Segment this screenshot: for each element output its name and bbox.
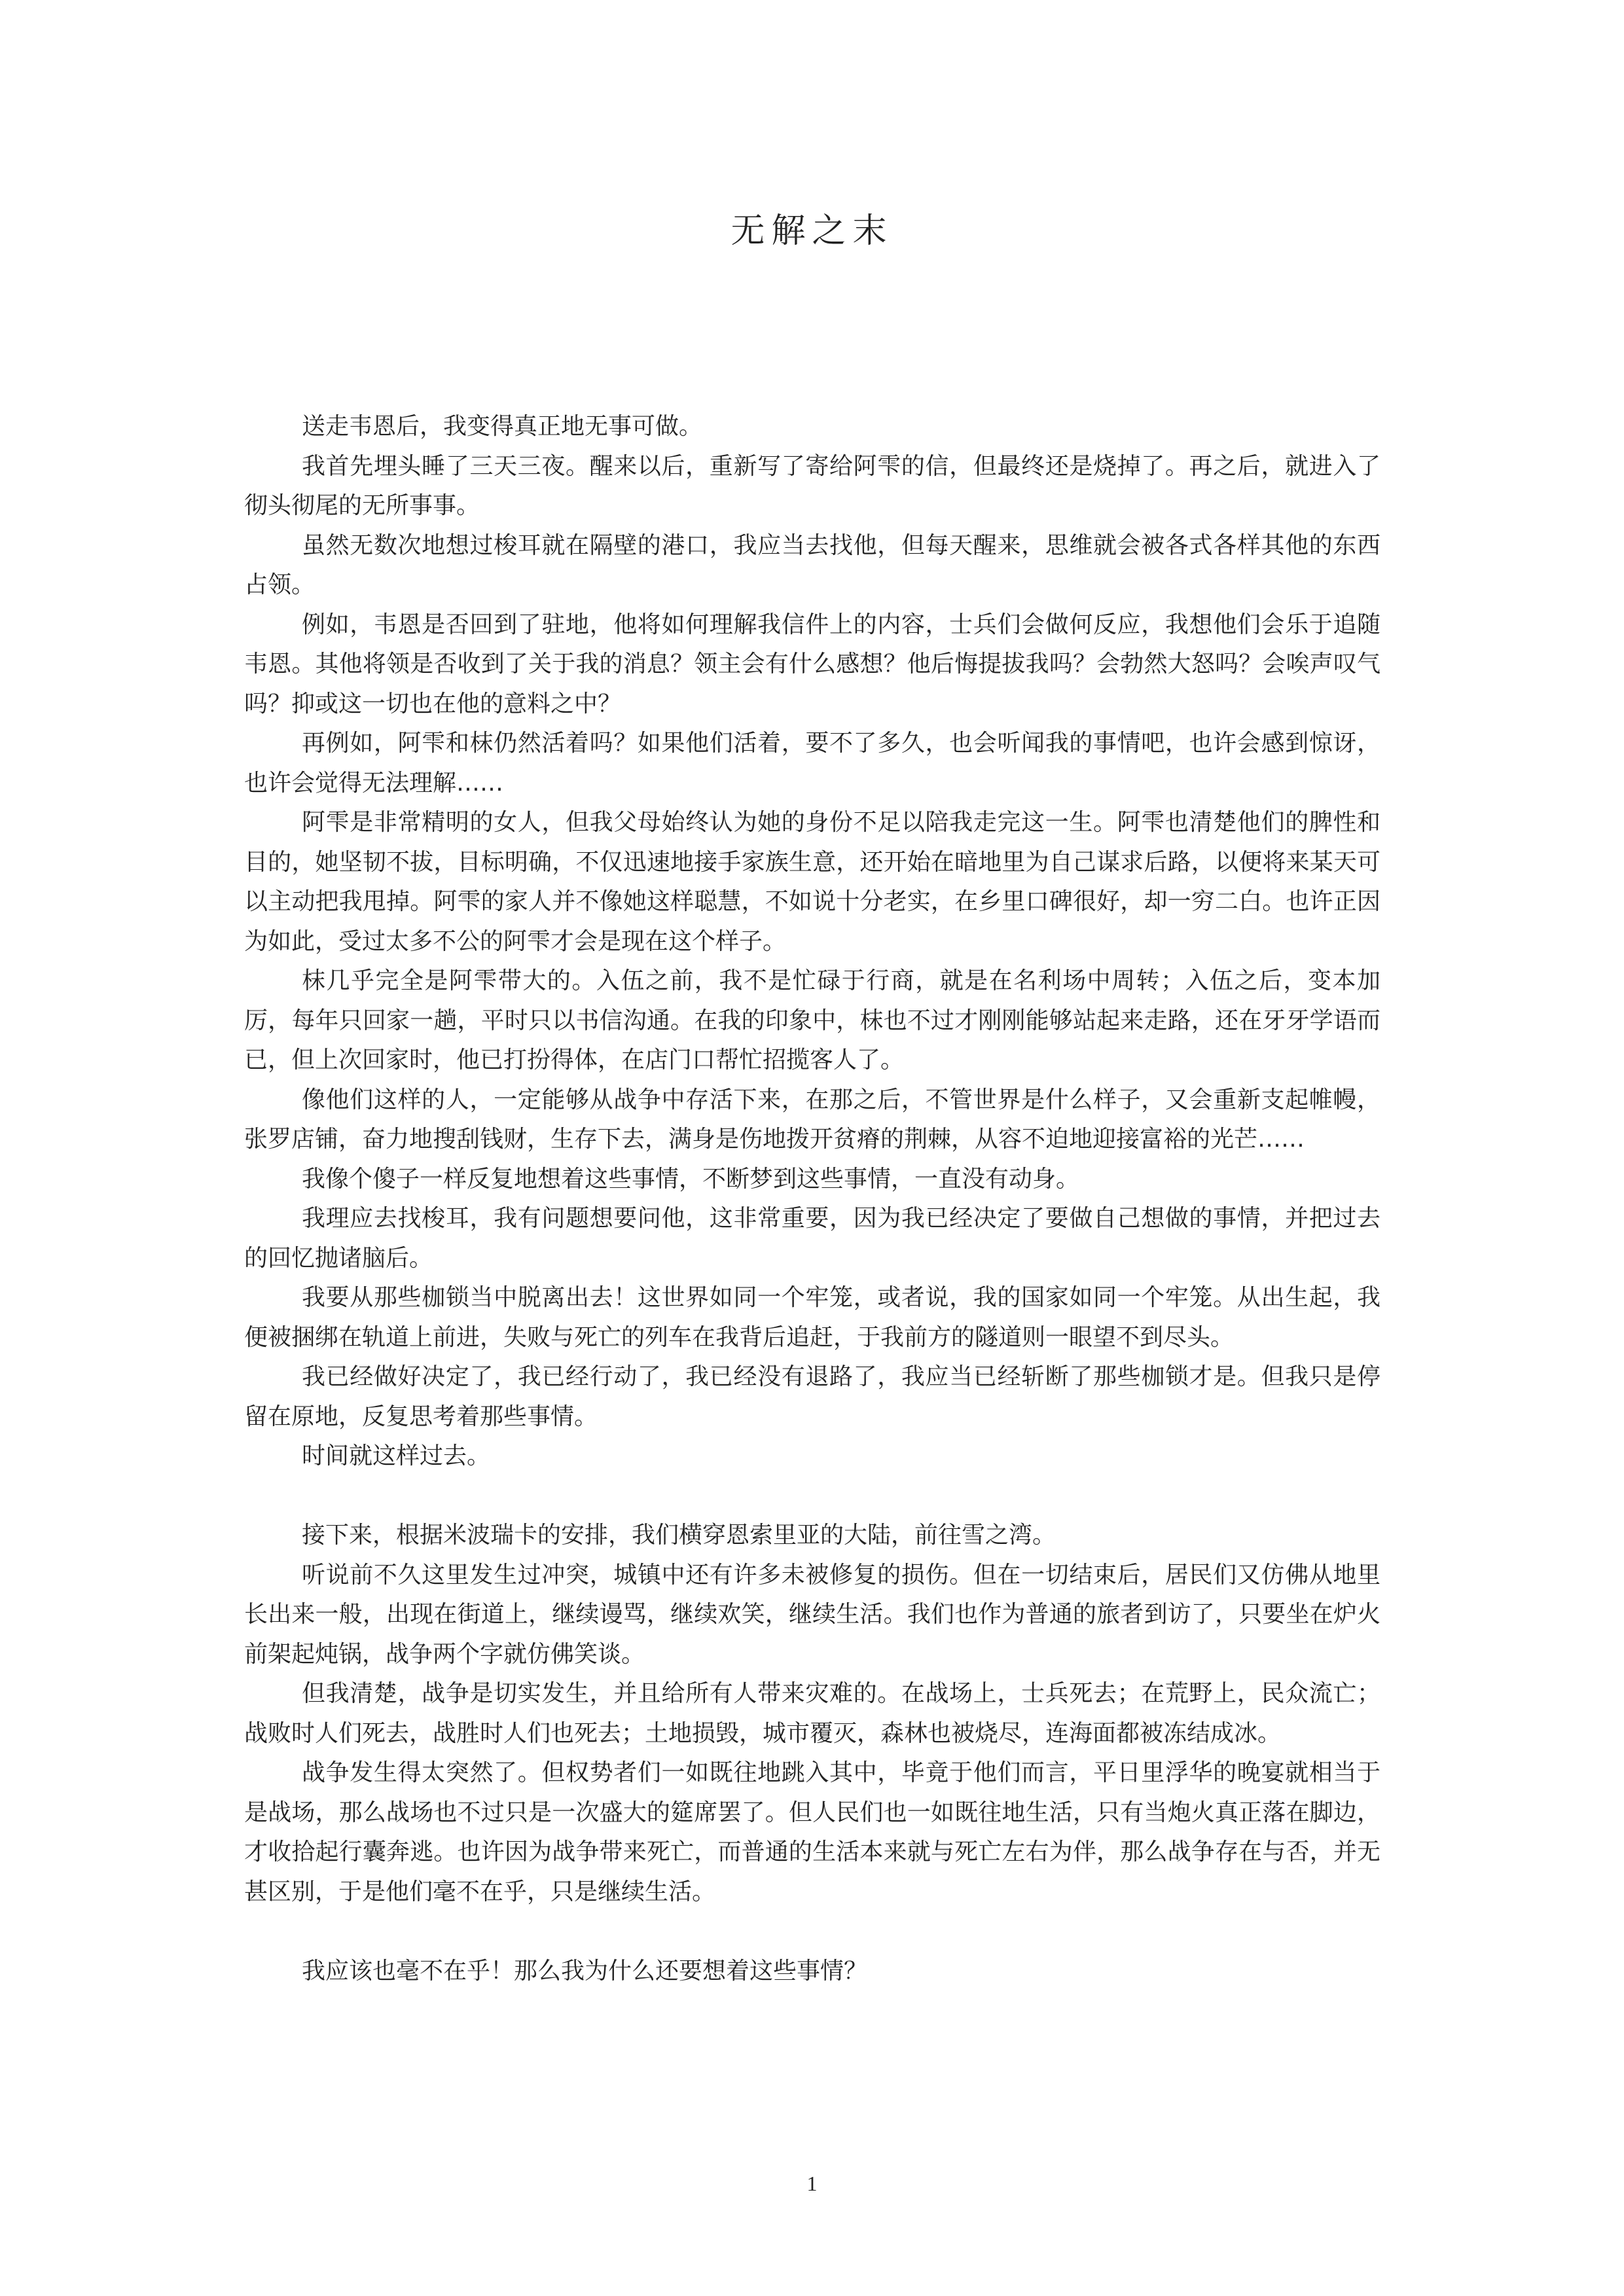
- paragraph: 虽然无数次地想过梭耳就在隔壁的港口，我应当去找他，但每天醒来，思维就会被各式各样其他的东西占领。: [244, 531, 1380, 598]
- paragraph: 再例如，阿雫和枺仍然活着吗？如果他们活着，要不了多久，也会听闻我的事情吧，也许会感到惊讶，也许会觉得无法理解……: [244, 730, 1380, 797]
- page-number: 1: [806, 2172, 818, 2195]
- paragraph: 我要从那些枷锁当中脱离出去！这世界如同一个牢笼，或者说，我的国家如同一个牢笼。从出生起，我便被捆绑在轨道上前进，失败与死亡的列车在我背后追赶，于我前方的隧道则一眼望不到尽头。: [244, 1284, 1380, 1351]
- paragraph: 我理应去找梭耳，我有问题想要问他，这非常重要，因为我已经决定了要做自己想做的事情，并把过去的回忆抛诸脑后。: [244, 1205, 1380, 1272]
- document-body: [244, 407, 1380, 1991]
- paragraph: 接下来，根据米波瑞卡的安排，我们横穿恩索里亚的大陆，前往雪之湾。: [302, 1522, 1056, 1549]
- document-title: 无解之末: [731, 211, 893, 251]
- paragraph: 我应该也毫不在乎！那么我为什么还要想着这些事情？: [302, 1957, 868, 1984]
- section-break: [244, 1912, 1380, 1952]
- paragraph: 时间就这样过去。: [302, 1443, 491, 1469]
- paragraph: 枺几乎完全是阿雫带大的。入伍之前，我不是忙碌于行商，就是在名利场中周转；入伍之后，变本加厉，每年只回家一趟，平时只以书信沟通。在我的印象中，枺也不过才刚刚能够站起来走路，还在牙牙学语而已，但上次回家时，他已打扮得体，在店门口帮忙招揽客人了。: [244, 967, 1380, 1073]
- section-break: [244, 1477, 1380, 1516]
- paragraph: 我首先埋头睡了三天三夜。醒来以后，重新写了寄给阿雫的信，但最终还是烧掉了。再之后，就进入了彻头彻尾的无所事事。: [244, 452, 1380, 519]
- paragraph: 我像个傻子一样反复地想着这些事情，不断梦到这些事情，一直没有动身。: [302, 1165, 1080, 1193]
- paragraph: 我已经做好决定了，我已经行动了，我已经没有退路了，我应当已经斩断了那些枷锁才是。但我只是停留在原地，反复思考着那些事情。: [244, 1363, 1380, 1430]
- paragraph: 战争发生得太突然了。但权势者们一如既往地跳入其中，毕竟于他们而言，平日里浮华的晚宴就相当于是战场，那么战场也不过只是一次盛大的筵席罢了。但人民们也一如既往地生活，只有当炮火真正落在脚边，才收拾起行囊奔逃。也许因为战争带来死亡，而普通的生活本来就与死亡左右为伴，那么战争存在与否，并无甚区别，于是他们毫不在乎，只是继续生活。: [244, 1759, 1380, 1905]
- paragraph: 送走韦恩后，我变得真正地无事可做。: [302, 413, 703, 440]
- paragraph: 听说前不久这里发生过冲突，城镇中还有许多未被修复的损伤。但在一切结束后，居民们又仿佛从地里长出来一般，出现在街道上，继续谩骂，继续欢笑，继续生活。我们也作为普通的旅者到访了，只要坐在炉火前架起炖锅，战争两个字就仿佛笑谈。: [244, 1561, 1380, 1668]
- paragraph: 例如，韦恩是否回到了驻地，他将如何理解我信件上的内容，士兵们会做何反应，我想他们会乐于追随韦恩。其他将领是否收到了关于我的消息？领主会有什么感想？他后悔提拔我吗？会勃然大怒吗？会唉声叹气吗？抑或这一切也在他的意料之中？: [244, 611, 1380, 717]
- paragraph: 像他们这样的人，一定能够从战争中存活下来，在那之后，不管世界是什么样子，又会重新支起帷幔，张罗店铺，奋力地搜刮钱财，生存下去，满身是伤地拨开贫瘠的荆棘，从容不迫地迎接富裕的光芒……: [244, 1086, 1380, 1153]
- paragraph: 阿雫是非常精明的女人，但我父母始终认为她的身份不足以陪我走完这一生。阿雫也清楚他们的脾性和目的，她坚韧不拔，目标明确，不仅迅速地接手家族生意，还开始在暗地里为自己谋求后路，以便将来某天可以主动把我甩掉。阿雫的家人并不像她这样聪慧，不如说十分老实，在乡里口碑很好，却一穷二白。也许正因为如此，受过太多不公的阿雫才会是现在这个样子。: [244, 809, 1380, 955]
- paragraph: 但我清楚，战争是切实发生，并且给所有人带来灾难的。在战场上，士兵死去；在荒野上，民众流亡；战败时人们死去，战胜时人们也死去；土地损毁，城市覆灭，森林也被烧尽，连海面都被冻结成冰。: [244, 1680, 1380, 1747]
